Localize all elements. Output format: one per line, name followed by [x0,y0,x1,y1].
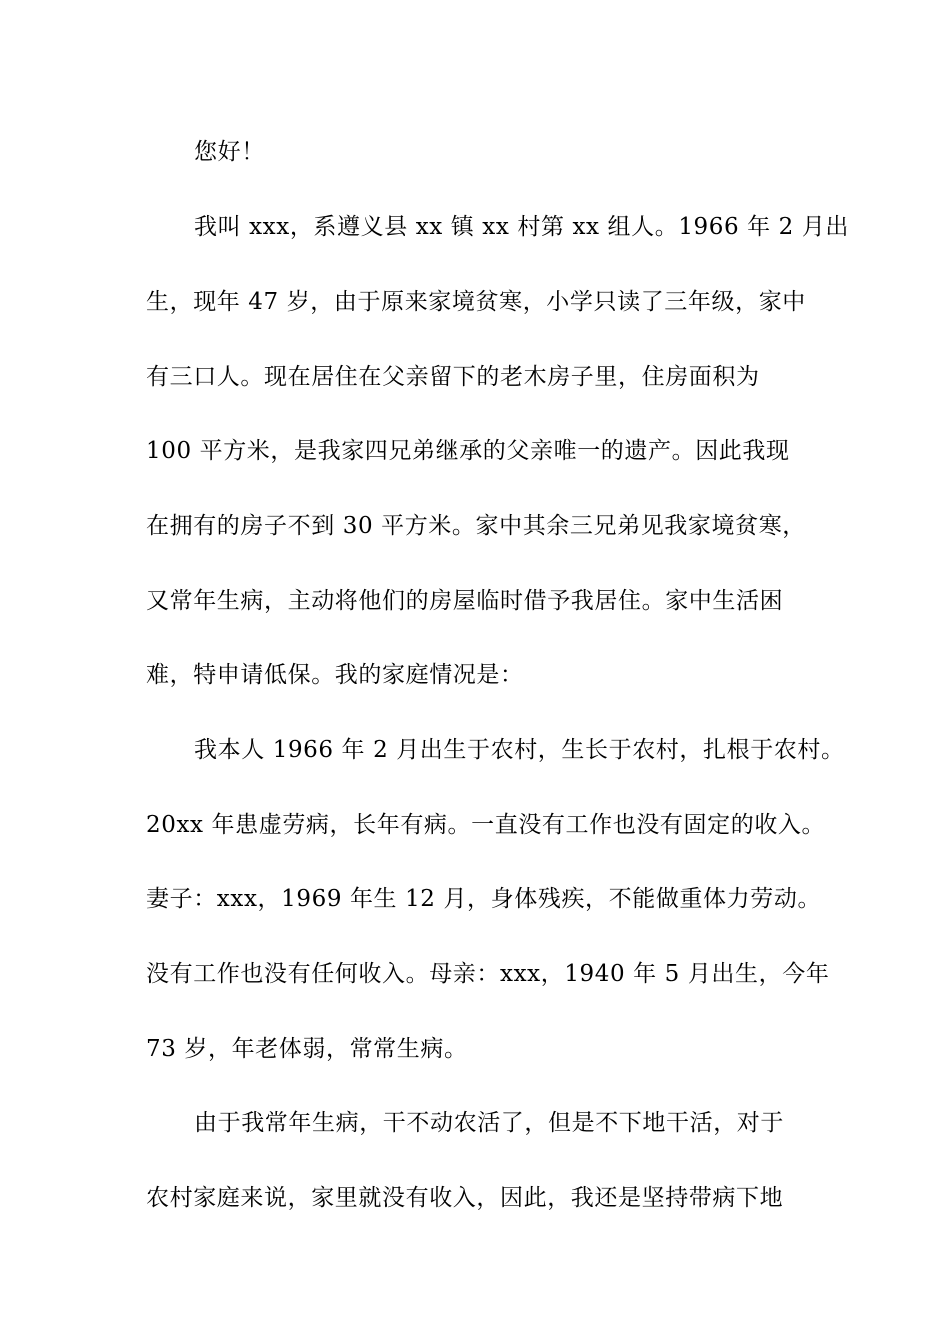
greeting-line: 您好！ [194,139,265,165]
paragraph-2-line-4: 没有工作也没有任何收入。母亲：xxx，1940 年 5 月出生，今年 [146,961,830,987]
paragraph-1-line-6: 又常年生病，主动将他们的房屋临时借予我居住。家中生活困 [146,588,784,614]
paragraph-1-line-7: 难，特申请低保。我的家庭情况是： [146,662,524,688]
paragraph-3-line-1: 由于我常年生病，干不动农活了，但是不下地干活，对于 [194,1110,784,1136]
paragraph-2-line-5: 73 岁，年老体弱，常常生病。 [146,1036,468,1062]
paragraph-1-line-3: 有三口人。现在居住在父亲留下的老木房子里，住房面积为 [146,364,760,390]
paragraph-1-line-1: 我叫 xxx，系遵义县 xx 镇 xx 村第 xx 组人。1966 年 2 月出 [194,214,850,240]
paragraph-1-line-5: 在拥有的房子不到 30 平方米。家中其余三兄弟见我家境贫寒， [146,513,806,539]
paragraph-1-line-4: 100 平方米，是我家四兄弟继承的父亲唯一的遗产。因此我现 [146,438,790,464]
paragraph-2-line-3: 妻子：xxx，1969 年生 12 月，身体残疾，不能做重体力劳动。 [146,886,822,912]
paragraph-3-line-2: 农村家庭来说，家里就没有收入，因此，我还是坚持带病下地 [146,1185,784,1211]
paragraph-2-line-1: 我本人 1966 年 2 月出生于农村，生长于农村，扎根于农村。 [194,737,845,763]
paragraph-1-line-2: 生，现年 47 岁，由于原来家境贫寒，小学只读了三年级，家中 [146,289,806,315]
paragraph-2-line-2: 20xx 年患虚劳病，长年有病。一直没有工作也没有固定的收入。 [146,812,826,838]
